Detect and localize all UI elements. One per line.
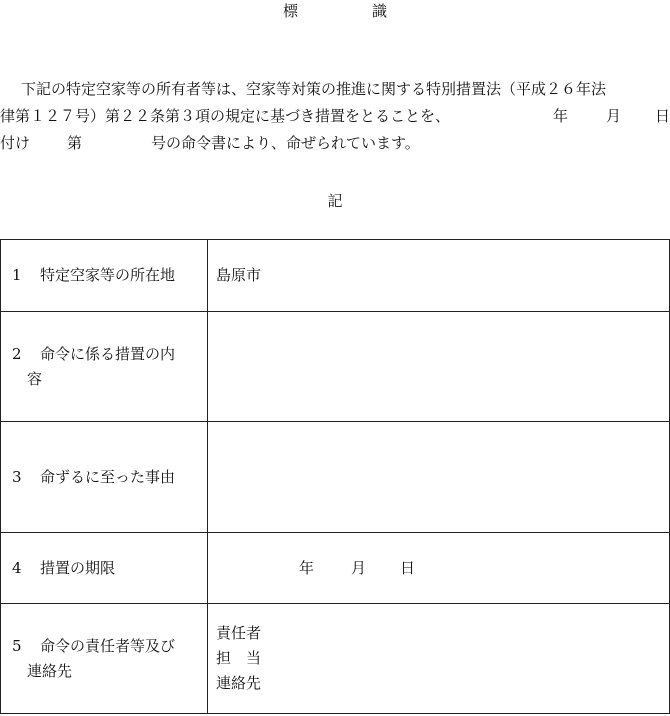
row-label-cell	[1, 604, 208, 714]
paragraph-line-2: 律第１２７号）第２２条第３項の規定に基づき措置をとることを、	[0, 107, 451, 125]
row-label-continued: 連絡先	[27, 661, 73, 680]
notice-table	[0, 239, 670, 714]
paragraph-line-3-rest: 号の命令書により、命ぜられています。	[151, 134, 420, 152]
notice-paragraph	[0, 76, 670, 157]
row-label-cell	[1, 422, 208, 533]
location-value: 島原市	[216, 266, 262, 284]
row-label: 命令に係る措置の内	[40, 344, 176, 363]
paragraph-line-3-prefix: 付け	[0, 134, 31, 152]
title-char-1: 標	[282, 2, 298, 20]
paragraph-line-1: 下記の特定空家等の所有者等は、空家等対策の推進に関する特別措置法（平成２６年法	[21, 80, 607, 98]
row-label: 命ずるに至った事由	[40, 467, 176, 486]
blank-day-label: 日	[655, 107, 670, 125]
row-label-cell	[1, 533, 208, 604]
title-char-2: 識	[372, 2, 388, 20]
row-number: 4	[12, 558, 22, 577]
contact-label: 連絡先	[216, 674, 262, 692]
staff-char-2: 当	[246, 649, 262, 667]
table-row	[1, 533, 670, 604]
row-label-cell	[1, 240, 208, 312]
responsible-person-label: 責任者	[216, 624, 262, 642]
deadline-day-label: 日	[400, 558, 416, 577]
row-label: 命令の責任者等及び	[40, 636, 176, 655]
row-label-cell	[1, 312, 208, 422]
document-title	[0, 0, 670, 22]
staff-char-1: 担	[216, 649, 232, 667]
row-label-continued: 容	[27, 369, 43, 388]
row-value-cell	[208, 240, 670, 312]
row-value-cell	[208, 604, 670, 714]
row-number: 3	[12, 467, 22, 486]
row-label: 特定空家等の所在地	[40, 266, 176, 284]
staff-label	[216, 646, 669, 671]
row-label: 措置の期限	[40, 558, 116, 577]
table-row	[1, 604, 670, 714]
deadline-month-label: 月	[351, 558, 367, 577]
contact-block	[208, 621, 669, 696]
row-value-cell	[208, 312, 670, 422]
row-value-cell	[208, 533, 670, 604]
row-number: 2	[12, 344, 22, 363]
table-row	[1, 312, 670, 422]
blank-number-prefix: 第	[67, 134, 83, 152]
table-row	[1, 240, 670, 312]
row-value-cell	[208, 422, 670, 533]
row-number: 5	[12, 636, 22, 655]
table-row	[1, 422, 670, 533]
row-number: 1	[12, 266, 22, 284]
ki-heading: 記	[327, 192, 343, 210]
deadline-year-label: 年	[299, 558, 315, 577]
blank-month-label: 月	[606, 107, 622, 125]
blank-year-label: 年	[553, 107, 569, 125]
